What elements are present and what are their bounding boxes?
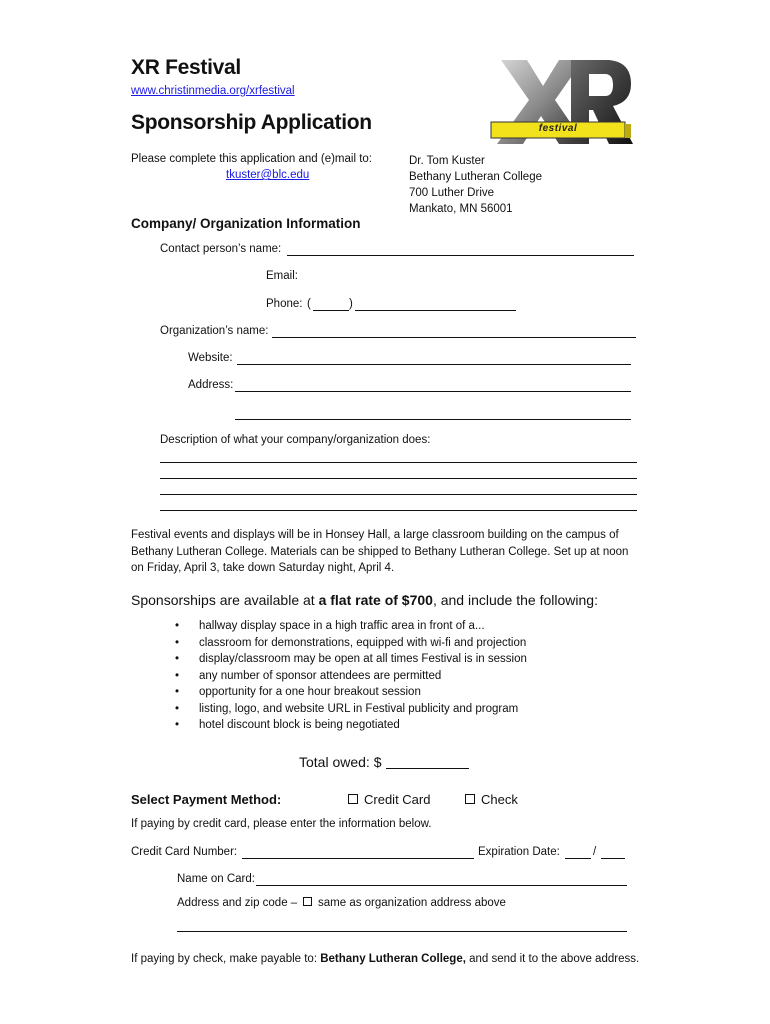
list-item: • listing, logo, and website URL in Festival publicity and program	[175, 701, 527, 718]
list-item: • classroom for demonstrations, equipped with wi-fi and projection	[175, 635, 527, 652]
total-owed-field[interactable]	[386, 768, 469, 769]
list-item: • hallway display space in a high traffic area in front of a...	[175, 618, 527, 635]
email-label: Email:	[266, 270, 298, 282]
sponsorship-benefits-list	[175, 618, 527, 734]
mailing-address	[409, 153, 542, 217]
description-field-line[interactable]	[160, 494, 637, 495]
org-name-field[interactable]	[272, 337, 636, 338]
check-payee: Bethany Lutheran College,	[320, 953, 466, 965]
bullet-icon: •	[175, 669, 180, 682]
credit-card-checkbox[interactable]	[348, 794, 358, 804]
expiration-separator: /	[593, 846, 597, 858]
check-instruction	[131, 953, 639, 965]
list-item: • any number of sponsor attendees are permitted	[175, 668, 527, 685]
list-item: • opportunity for a one hour breakout session	[175, 684, 527, 701]
sponsorship-heading-suffix: , and include the following:	[432, 592, 598, 608]
company-section-heading: Company/ Organization Information	[131, 216, 361, 231]
bullet-icon: •	[175, 719, 180, 731]
total-owed-label: Total owed: $	[299, 754, 382, 770]
card-number-label: Credit Card Number:	[131, 846, 238, 858]
festival-title: XR Festival	[131, 56, 241, 79]
payment-method-label: Select Payment Method:	[131, 792, 282, 807]
sponsorship-rate: a flat rate of $700	[318, 592, 433, 608]
contact-name-field[interactable]	[287, 255, 634, 256]
name-on-card-field[interactable]	[256, 885, 627, 886]
org-name-label: Organization’s name:	[160, 325, 269, 337]
address-line: 700 Luther Drive	[409, 187, 495, 199]
description-field-line[interactable]	[160, 478, 637, 479]
check-option[interactable]	[465, 792, 518, 807]
bullet-icon: •	[175, 702, 180, 715]
sponsorship-heading	[131, 592, 598, 608]
description-field-line[interactable]	[160, 462, 637, 463]
address-line: Mankato, MN 56001	[409, 203, 513, 215]
check-checkbox[interactable]	[465, 794, 475, 804]
phone-label: Phone:	[266, 298, 303, 310]
phone-area-code-field[interactable]	[313, 310, 349, 311]
address-zip-label: Address and zip code –	[177, 897, 298, 909]
sponsorship-heading-prefix: Sponsorships are available at	[131, 592, 319, 608]
check-instruction-prefix: If paying by check, make payable to:	[131, 953, 321, 965]
bullet-icon: •	[175, 636, 180, 649]
description-field-line[interactable]	[160, 510, 637, 511]
card-number-field[interactable]	[242, 858, 474, 859]
same-address-checkbox[interactable]	[303, 897, 312, 906]
phone-number-field[interactable]	[355, 310, 516, 311]
bullet-icon: •	[175, 653, 180, 665]
bullet-icon: •	[175, 686, 180, 698]
credit-card-option[interactable]	[348, 792, 430, 807]
address-line: Bethany Lutheran College	[409, 171, 542, 183]
address-field-line2[interactable]	[235, 419, 631, 420]
check-label: Check	[481, 792, 518, 807]
website-field[interactable]	[237, 364, 631, 365]
xr-logo-graphic	[485, 52, 635, 152]
expiration-month-field[interactable]	[565, 858, 591, 859]
billing-address-field[interactable]	[177, 931, 627, 932]
list-item: • display/classroom may be open at all times Festival is in session	[175, 651, 527, 668]
same-address-label: same as organization address above	[318, 897, 506, 909]
list-item: • hotel discount block is being negotiated	[175, 717, 527, 734]
name-on-card-label: Name on Card:	[177, 873, 255, 885]
bullet-icon: •	[175, 620, 180, 632]
application-heading: Sponsorship Application	[131, 111, 372, 134]
festival-website-link[interactable]: www.christinmedia.org/xrfestival	[131, 85, 295, 97]
expiration-label: Expiration Date:	[478, 846, 560, 858]
contact-email-link[interactable]: tkuster@blc.edu	[226, 169, 310, 181]
address-line: Dr. Tom Kuster	[409, 155, 485, 167]
credit-card-label: Credit Card	[364, 792, 431, 807]
phone-paren-close: )	[349, 298, 353, 310]
check-instruction-suffix: and send it to the above address.	[465, 953, 640, 965]
logo-banner-text: festival	[538, 123, 578, 134]
event-info-paragraph: Festival events and displays will be in Honsey Hall, a large classroom building on the campus of Bethany Lutheran College. Materials can be shipped to Bethany Lutheran College. Set up at noon on Friday, April 3, take down Saturday night, April 4.	[131, 529, 629, 574]
xr-festival-logo	[485, 52, 635, 152]
same-address-option[interactable]	[303, 897, 506, 909]
credit-card-instruction: If paying by credit card, please enter the information below.	[131, 818, 432, 830]
website-label: Website:	[188, 352, 233, 364]
contact-name-label: Contact person’s name:	[160, 243, 282, 255]
phone-paren-open: (	[307, 298, 311, 310]
address-field-line1[interactable]	[235, 391, 631, 392]
description-label: Description of what your company/organization does:	[160, 434, 431, 446]
instruction-text: Please complete this application and (e)mail to:	[131, 153, 372, 165]
address-label: Address:	[188, 379, 234, 391]
expiration-year-field[interactable]	[601, 858, 625, 859]
